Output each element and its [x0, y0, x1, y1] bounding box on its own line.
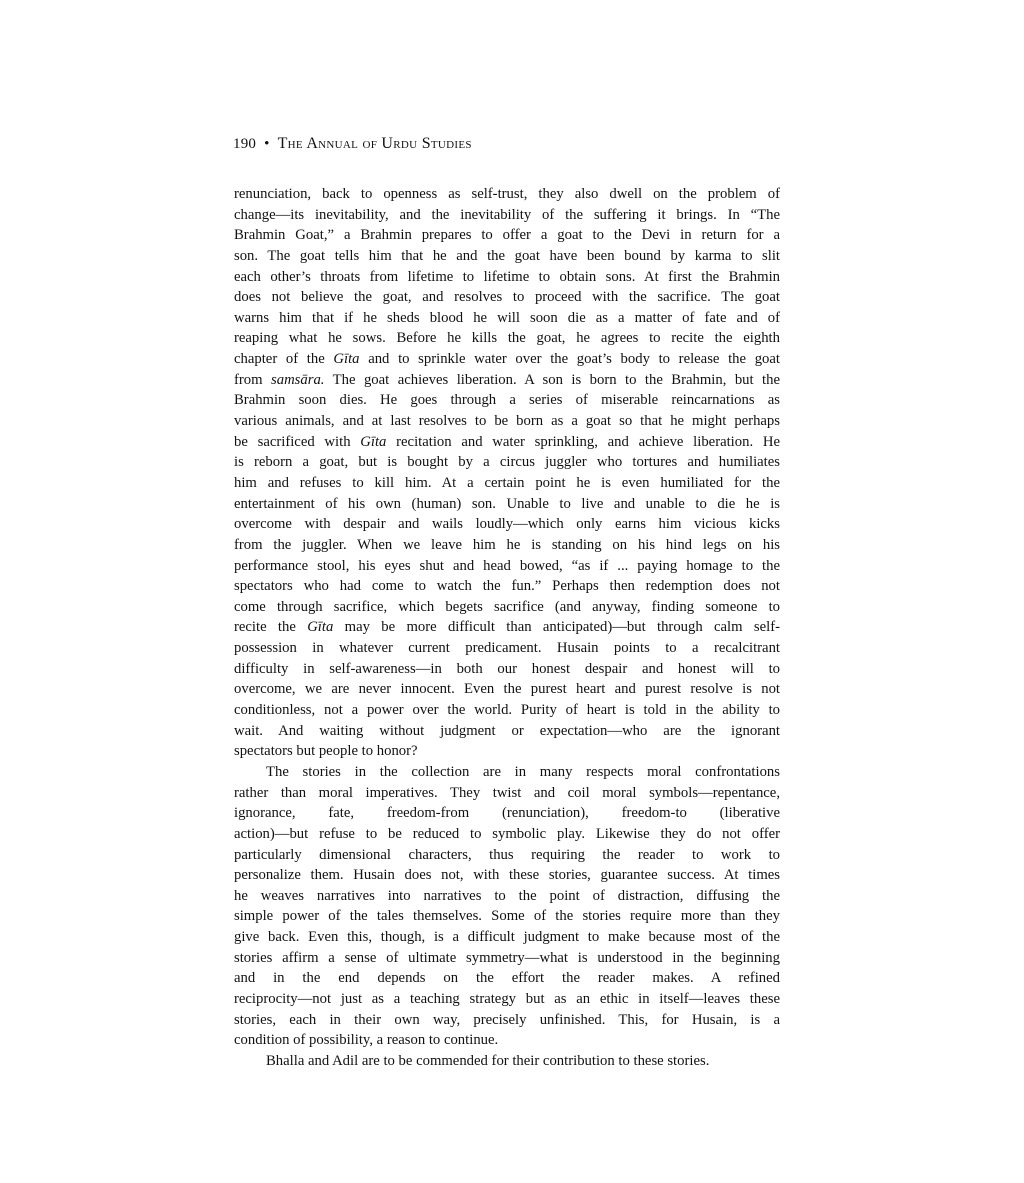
italic-term: Gīta: [307, 619, 334, 636]
italic-term: Gīta: [360, 433, 387, 450]
text-line: [234, 432, 780, 453]
text-segment: does not believe the goat, and resolves to proceed with the sacrifice. The goat: [234, 289, 780, 306]
text-line: [234, 762, 780, 783]
text-line: [234, 576, 780, 597]
text-line: [234, 824, 780, 845]
text-segment: performance stool, his eyes shut and head bowed, “as if ... paying homage to the: [234, 557, 780, 574]
text-line: [234, 535, 780, 556]
text-segment: entertainment of his own (human) son. Unable to live and unable to die he is: [234, 495, 780, 512]
text-segment: may be more difficult than anticipated)—but through calm self-: [333, 619, 780, 636]
text-segment: and in the end depends on the effort the reader makes. A refined: [234, 970, 780, 987]
italic-term: samsāra.: [271, 371, 325, 388]
text-segment: overcome with despair and wails loudly—which only earns him vicious kicks: [234, 516, 780, 533]
text-segment: difficulty in self-awareness—in both our honest despair and honest will to: [234, 660, 780, 677]
text-segment: spectators who had come to watch the fun.” Perhaps then redemption does not: [234, 578, 780, 595]
text-segment: ignorance, fate, freedom-from (renunciation), freedom-to (liberative: [234, 805, 780, 822]
text-line: [234, 886, 780, 907]
text-segment: rather than moral imperatives. They twist and coil moral symbols—repentance,: [234, 784, 780, 801]
text-segment: overcome, we are never innocent. Even the purest heart and purest resolve is not: [234, 681, 780, 698]
text-line: [234, 494, 780, 515]
text-line: [234, 328, 780, 349]
text-segment: be sacrificed with: [234, 433, 361, 450]
text-segment: chapter of the: [234, 351, 334, 368]
text-line: [234, 287, 780, 308]
text-line: [234, 783, 780, 804]
text-segment: reaping what he sows. Before he kills the goat, he agrees to recite the eighth: [234, 330, 780, 347]
article-body: [234, 184, 780, 1072]
text-segment: The stories in the collection are in many respects moral confrontations: [266, 763, 780, 780]
text-segment: spectators but people to honor?: [234, 743, 418, 760]
text-segment: and to sprinkle water over the goat’s body to release the goat: [359, 351, 781, 368]
text-segment: each other’s throats from lifetime to lifetime to obtain sons. At first the Brahmin: [234, 268, 780, 285]
text-line: [234, 411, 780, 432]
header-bullet: •: [264, 136, 270, 152]
text-segment: warns him that if he sheds blood he will soon die as a matter of fate and of: [234, 309, 780, 326]
text-line: [234, 865, 780, 886]
text-segment: Brahmin Goat,” a Brahmin prepares to offer a goat to the Devi in return for a: [234, 227, 780, 244]
text-segment: wait. And waiting without judgment or expectation—who are the ignorant: [234, 722, 780, 739]
text-segment: he weaves narratives into narratives to the point of distraction, diffusing the: [234, 887, 780, 904]
text-segment: renunciation, back to openness as self-trust, they also dwell on the problem of: [234, 186, 780, 202]
text-segment: from: [234, 371, 272, 388]
text-line: [234, 1030, 780, 1051]
text-segment: son. The goat tells him that he and the goat have been bound by karma to slit: [234, 247, 780, 264]
text-line: [234, 205, 780, 226]
text-segment: recite the: [234, 619, 308, 636]
text-segment: conditionless, not a power over the world. Purity of heart is told in the ability to: [234, 702, 780, 719]
text-line: [234, 989, 780, 1010]
text-segment: Bhalla and Adil are to be commended for their contribution to these stories.: [266, 1052, 710, 1069]
text-segment: come through sacrifice, which begets sacrifice (and anyway, finding someone to: [234, 598, 780, 615]
text-segment: Brahmin soon dies. He goes through a series of miserable reincarnations as: [234, 392, 780, 409]
text-line: [234, 556, 780, 577]
text-segment: stories, each in their own way, precisely unfinished. This, for Husain, is a: [234, 1011, 780, 1028]
text-line: [234, 741, 780, 762]
text-segment: from the juggler. When we leave him he is standing on his hind legs on his: [234, 536, 780, 553]
text-segment: The goat achieves liberation. A son is born to the Brahmin, but the: [324, 371, 780, 388]
text-line: [234, 927, 780, 948]
text-segment: change—its inevitability, and the inevitability of the suffering it brings. In “The: [234, 206, 780, 223]
text-line: [234, 906, 780, 927]
text-segment: recitation and water sprinkling, and achieve liberation. He: [386, 433, 780, 450]
text-line: [234, 700, 780, 721]
text-line: [234, 349, 780, 370]
text-line: [234, 845, 780, 866]
text-line: [234, 1051, 780, 1072]
text-line: [234, 390, 780, 411]
text-segment: action)—but refuse to be reduced to symbolic play. Likewise they do not offer: [234, 825, 780, 842]
text-segment: him and refuses to kill him. At a certain point he is even humiliated for the: [234, 474, 780, 491]
text-line: [234, 267, 780, 288]
text-line: [234, 473, 780, 494]
text-line: [234, 370, 780, 391]
text-line: [234, 597, 780, 618]
text-segment: give back. Even this, though, is a difficult judgment to make because most of the: [234, 929, 780, 946]
text-line: [234, 308, 780, 329]
text-line: [234, 659, 780, 680]
text-line: [234, 679, 780, 700]
text-line: [234, 1010, 780, 1031]
italic-term: Gīta: [333, 351, 360, 368]
text-line: [234, 968, 780, 989]
text-segment: is reborn a goat, but is bought by a circus juggler who tortures and humiliates: [234, 454, 780, 471]
text-segment: stories affirm a sense of ultimate symmetry—what is understood in the beginning: [234, 949, 780, 966]
text-segment: particularly dimensional characters, thus requiring the reader to work to: [234, 846, 780, 863]
text-line: [234, 452, 780, 473]
text-line: [234, 638, 780, 659]
text-segment: reciprocity—not just as a teaching strategy but as an ethic in itself—leaves these: [234, 990, 780, 1007]
text-line: [234, 514, 780, 535]
text-line: [234, 617, 780, 638]
text-segment: various animals, and at last resolves to be born as a goat so that he might perhaps: [234, 413, 780, 430]
text-line: [234, 948, 780, 969]
journal-title: The Annual of Urdu Studies: [277, 135, 472, 152]
text-line: [234, 246, 780, 267]
text-line: [234, 721, 780, 742]
text-line: [234, 225, 780, 246]
text-segment: personalize them. Husain does not, with these stories, guarantee success. At times: [234, 867, 780, 884]
text-segment: condition of possibility, a reason to continue.: [234, 1032, 499, 1049]
page-number: 190: [233, 136, 257, 152]
text-line: [234, 184, 780, 205]
text-line: [234, 803, 780, 824]
running-header: [233, 135, 472, 153]
text-segment: possession in whatever current predicament. Husain points to a recalcitrant: [234, 640, 780, 657]
text-segment: simple power of the tales themselves. Some of the stories require more than they: [234, 908, 780, 925]
